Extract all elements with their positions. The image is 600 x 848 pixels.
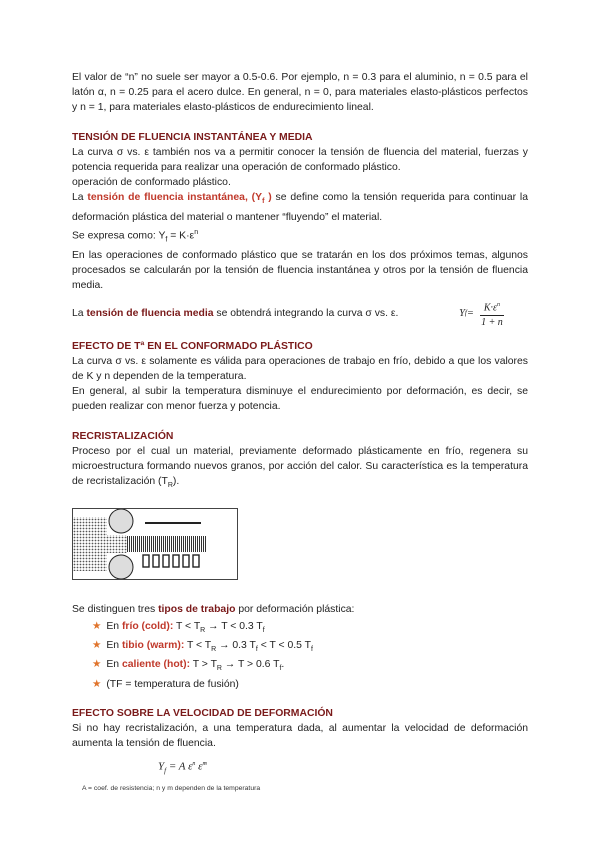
formula-note: A = coef. de resistencia; n y m dependen de la temperatura <box>82 785 261 793</box>
fluencia-p5: La tensión de fluencia media se obtendrá integrando la curva σ vs. ε. <box>72 308 399 320</box>
fluencia-media-row <box>72 299 528 328</box>
temp-p2: En general, al subir la temperatura disminuye el endurecimiento por deformación, es decir, se pueden realizar con menor fuerza y potencia. <box>72 386 528 413</box>
velocidad-p1: Si no hay recristalización, a una temperatura dada, al aumentar la velocidad de deformación aumenta la tensión de fluencia. <box>72 722 528 750</box>
star-icon: ★ <box>92 620 102 632</box>
heading-temperatura: EFECTO DE Tª EN EL CONFORMADO PLÁSTICO <box>72 340 313 352</box>
fluencia-p4: En las operaciones de conformado plástico que se tratarán en los dos próximos temas, algunos procesados se calcularán por la tensión de fluencia instantánea y otros por la tensión de fluencia media. <box>72 249 528 292</box>
fluencia-p3: Se expresa como: $Y_f = K\cdot\varepsilon^n$ <box>72 228 199 244</box>
recrist-p1: Proceso por el cual un material, previamente deformado plásticamente en frío, regenera su microestructura formando nuevos granos, por acción del calor. Su característica es la temperatura de recristalización $(T_R)$. <box>72 445 528 490</box>
intro-paragraph: El valor de “n” no suele ser mayor a 0.5-0.6. Por ejemplo, n = 0.3 para el aluminio, n = 0.5 para el latón α, n = 0.25 para el acero dulce. En general, n = 0, para materiales elasto-plásticos perfectos y n = 1, para materiales elasto-plásticos de endurecimiento lineal. <box>72 72 528 114</box>
list-item-hot: ★ En caliente (hot): $T > T_R \to T > 0.6$ $T_f$. <box>92 659 285 673</box>
heading-fluencia: TENSIÓN DE FLUENCIA INSTANTÁNEA Y MEDIA <box>72 131 313 143</box>
recrystallization-diagram <box>72 508 238 580</box>
star-icon: ★ <box>92 639 102 651</box>
document-page <box>72 70 528 797</box>
list-item-note: ★ (TF = temperatura de fusión) <box>92 678 239 690</box>
temp-p1: La curva σ vs. ε solamente es válida para operaciones de trabajo en frío, debido a que los valores de K y n dependen de la temperatura. <box>72 355 528 382</box>
mean-flow-stress-formula: Y f = $\frac{K\cdot\varepsilon^n}{1 + n}$ <box>459 299 504 328</box>
star-icon: ★ <box>92 678 102 690</box>
fluencia-p2: La tensión de fluencia instantánea, ($Y_f$ ) se define como la tensión requerida para continuar la deformación plástica del material o mantener “fluyendo” el material. <box>72 192 528 223</box>
work-types-list <box>72 619 528 692</box>
star-icon: ★ <box>92 659 102 671</box>
fluencia-p1: La curva σ vs. ε también nos va a permitir conocer la tensión de fluencia del material, fuerzas y potencia requerida para realizar una operación de conformado plástico. <box>72 146 528 174</box>
tipos-intro: Se distinguen tres tipos de trabajo por deformación plástica: <box>72 603 355 615</box>
strain-rate-formula: $Y_f = A$ $\varepsilon^n$ ε̇$^m$ <box>158 761 207 776</box>
heading-velocidad: EFECTO SOBRE LA VELOCIDAD DE DEFORMACIÓN <box>72 707 333 719</box>
list-item-cold: ★ En frío (cold): $T < T_R \to T < 0.3$ $T_f$ <box>92 620 265 634</box>
heading-recristalizacion: RECRISTALIZACIÓN <box>72 430 174 442</box>
list-item-warm: ★ En tibio (warm): $T < T_R \to 0.3$ $T_f < T < 0.5$ $T_f$ <box>92 639 313 654</box>
fluencia-p1b: operación de conformado plástico. <box>72 177 231 189</box>
